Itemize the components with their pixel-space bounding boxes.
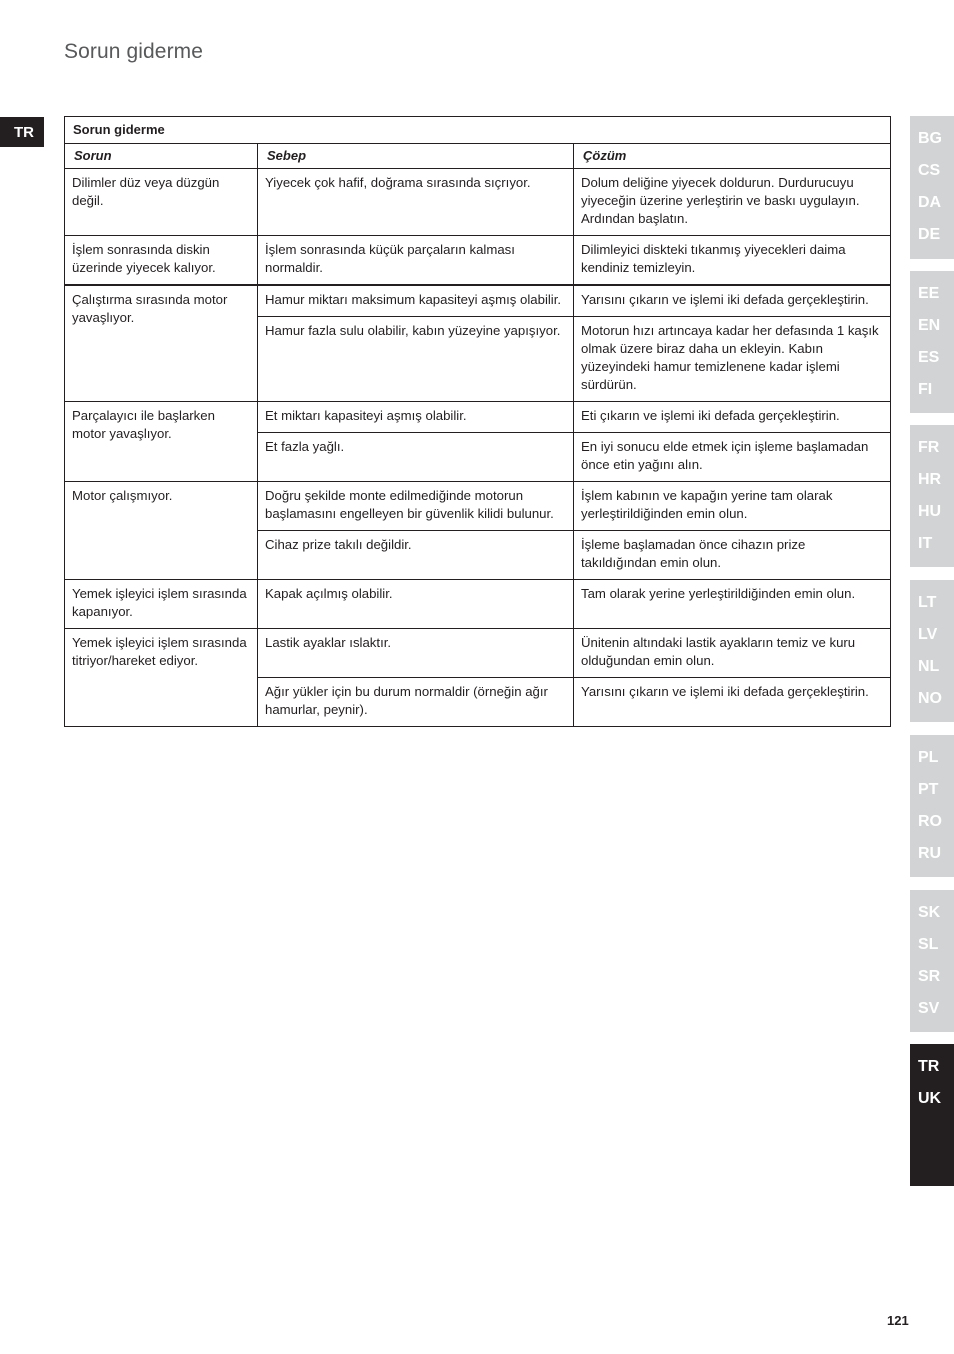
cause-cell: Hamur miktarı maksimum kapasiteyi aşmış olabilir. — [258, 285, 574, 317]
language-group — [910, 116, 954, 259]
column-header-problem: Sorun — [65, 144, 258, 169]
problem-cell: Dilimler düz veya düzgün değil. — [65, 169, 258, 236]
language-tab-ru[interactable]: RU — [918, 845, 942, 862]
solution-cell: En iyi sonucu elde etmek için işleme başlamadan önce etin yağını alın. — [574, 433, 891, 482]
page-number: 121 — [887, 1313, 909, 1328]
language-tab-tr[interactable]: TR — [918, 1058, 940, 1075]
language-badge: TR — [0, 117, 44, 147]
language-tab-pt[interactable]: PT — [918, 781, 939, 798]
troubleshooting-table — [64, 116, 891, 727]
language-tab-ee[interactable]: EE — [918, 285, 940, 302]
cause-cell: Cihaz prize takılı değildir. — [258, 531, 574, 580]
language-group — [910, 425, 954, 567]
cause-cell: Yiyecek çok hafif, doğrama sırasında sıçrıyor. — [258, 169, 574, 236]
language-tab-cs[interactable]: CS — [918, 162, 941, 179]
language-tab-it[interactable]: IT — [918, 535, 933, 552]
problem-cell: İşlem sonrasında diskin üzerinde yiyecek kalıyor. — [65, 236, 258, 286]
language-tab-fr[interactable]: FR — [918, 439, 940, 456]
language-group — [910, 580, 954, 722]
language-tab-sk[interactable]: SK — [918, 904, 941, 921]
problem-cell: Yemek işleyici işlem sırasında kapanıyor. — [65, 580, 258, 629]
solution-cell: Motorun hızı artıncaya kadar her defasında 1 kaşık olmak üzere biraz daha un ekleyin. Kabın yüzeyindeki hamur temizlenene kadar işlemi sürdürün. — [574, 317, 891, 402]
table-row — [65, 629, 891, 678]
cause-cell: Hamur fazla sulu olabilir, kabın yüzeyine yapışıyor. — [258, 317, 574, 402]
table-row — [65, 236, 891, 286]
solution-cell: İşleme başlamadan önce cihazın prize takıldığından emin olun. — [574, 531, 891, 580]
solution-cell: Eti çıkarın ve işlemi iki defada gerçekleştirin. — [574, 402, 891, 433]
solution-cell: İşlem kabının ve kapağın yerine tam olarak yerleştirildiğinden emin olun. — [574, 482, 891, 531]
table-row — [65, 402, 891, 433]
language-tab-sl[interactable]: SL — [918, 936, 939, 953]
language-tab-pl[interactable]: PL — [918, 749, 939, 766]
language-tab-da[interactable]: DA — [918, 194, 942, 211]
language-tab-hu[interactable]: HU — [918, 503, 942, 520]
language-tab-sr[interactable]: SR — [918, 968, 941, 985]
cause-cell: Doğru şekilde monte edilmediğinde motorun başlamasını engelleyen bir güvenlik kilidi bulunur. — [258, 482, 574, 531]
cause-cell: Kapak açılmış olabilir. — [258, 580, 574, 629]
solution-cell: Dolum deliğine yiyecek doldurun. Durdurucuyu yiyeceğin üzerine yerleştirin ve baskı uygulayın. Ardından başlatın. — [574, 169, 891, 236]
language-tab-nl[interactable]: NL — [918, 658, 940, 675]
solution-cell: Tam olarak yerine yerleştirildiğinden emin olun. — [574, 580, 891, 629]
solution-cell: Dilimleyici diskteki tıkanmış yiyecekleri daima kendiniz temizleyin. — [574, 236, 891, 286]
cause-cell: İşlem sonrasında küçük parçaların kalması normaldir. — [258, 236, 574, 286]
language-group — [910, 890, 954, 1032]
solution-cell: Ünitenin altındaki lastik ayakların temiz ve kuru olduğundan emin olun. — [574, 629, 891, 678]
solution-cell: Yarısını çıkarın ve işlemi iki defada gerçekleştirin. — [574, 285, 891, 317]
problem-cell: Parçalayıcı ile başlarken motor yavaşlıyor. — [65, 402, 258, 482]
cause-cell: Et fazla yağlı. — [258, 433, 574, 482]
language-tab-lv[interactable]: LV — [918, 626, 938, 643]
language-tab-es[interactable]: ES — [918, 349, 940, 366]
page-title: Sorun giderme — [64, 40, 204, 63]
solution-cell: Yarısını çıkarın ve işlemi iki defada gerçekleştirin. — [574, 678, 891, 727]
language-tab-ro[interactable]: RO — [918, 813, 942, 830]
table-row — [65, 169, 891, 236]
problem-cell: Çalıştırma sırasında motor yavaşlıyor. — [65, 285, 258, 402]
table-row — [65, 580, 891, 629]
cause-cell: Et miktarı kapasiteyi aşmış olabilir. — [258, 402, 574, 433]
cause-cell: Lastik ayaklar ıslaktır. — [258, 629, 574, 678]
problem-cell: Yemek işleyici işlem sırasında titriyor/hareket ediyor. — [65, 629, 258, 727]
language-group — [910, 735, 954, 877]
language-tab-de[interactable]: DE — [918, 226, 941, 243]
language-tab-lt[interactable]: LT — [918, 594, 937, 611]
language-tab-bg[interactable]: BG — [918, 130, 942, 147]
language-tab-fi[interactable]: FI — [918, 381, 933, 398]
language-tab-no[interactable]: NO — [918, 690, 942, 707]
table-title: Sorun giderme — [65, 117, 891, 144]
problem-cell: Motor çalışmıyor. — [65, 482, 258, 580]
language-group-active — [910, 1044, 954, 1186]
table-row — [65, 285, 891, 317]
language-tab-en[interactable]: EN — [918, 317, 941, 334]
table-row — [65, 482, 891, 531]
column-header-solution: Çözüm — [574, 144, 891, 169]
language-tab-sv[interactable]: SV — [918, 1000, 940, 1017]
language-group — [910, 271, 954, 413]
language-tab-hr[interactable]: HR — [918, 471, 942, 488]
column-header-cause: Sebep — [258, 144, 574, 169]
language-tab-uk[interactable]: UK — [918, 1090, 942, 1107]
cause-cell: Ağır yükler için bu durum normaldir (örneğin ağır hamurlar, peynir). — [258, 678, 574, 727]
